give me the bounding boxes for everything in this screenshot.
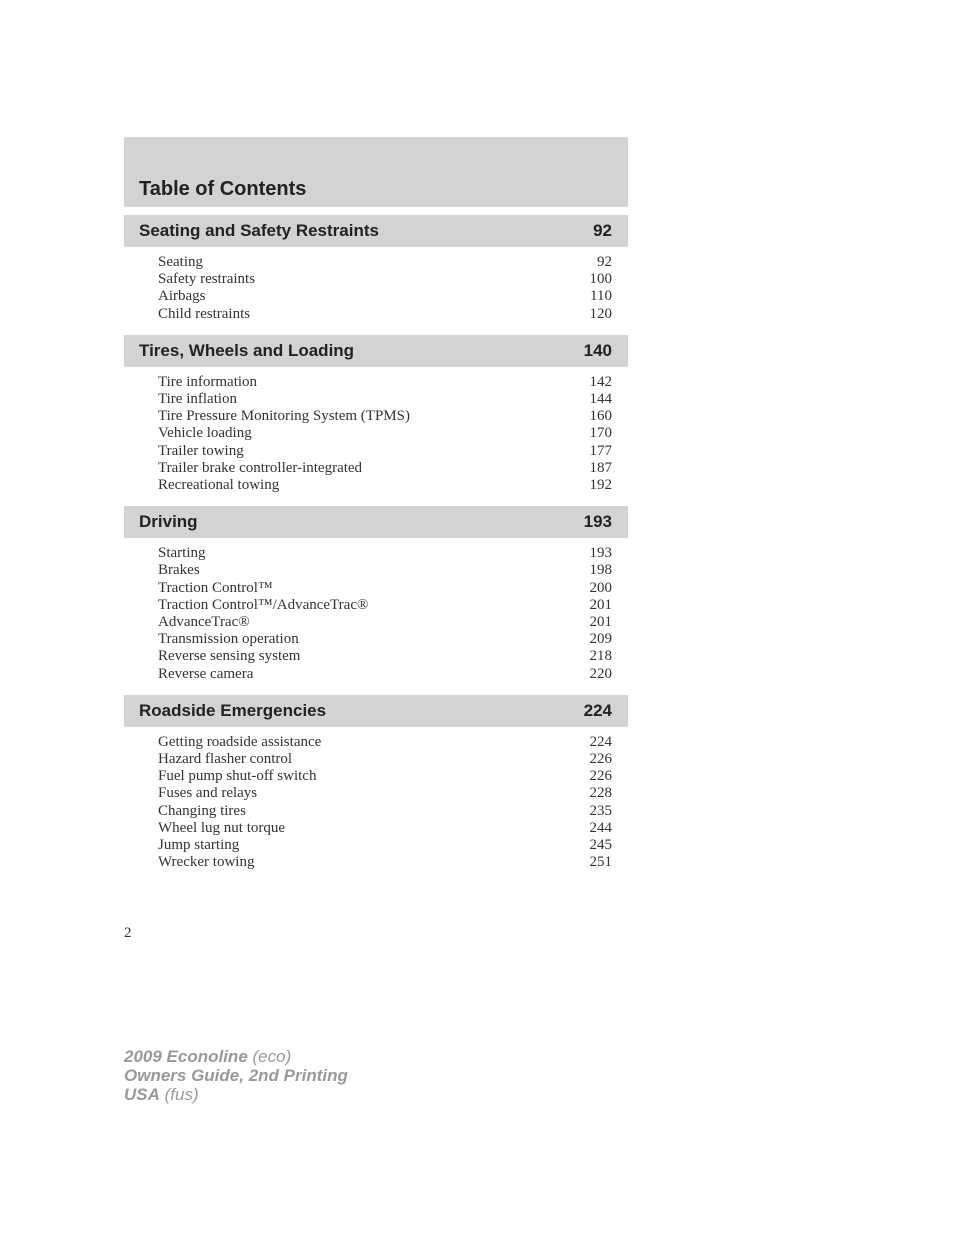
item-label: Jump starting bbox=[158, 837, 240, 854]
footer-model: 2009 Econoline bbox=[124, 1047, 248, 1066]
item-label: Fuses and relays bbox=[158, 785, 258, 802]
item-page: 226 bbox=[589, 768, 612, 785]
section-item-list bbox=[124, 538, 628, 687]
item-label: Traction Control™ bbox=[158, 579, 273, 596]
item-label: Recreational towing bbox=[158, 477, 280, 494]
item-page: 187 bbox=[589, 459, 612, 476]
item-page: 198 bbox=[589, 562, 612, 579]
footer-market-code: (fus) bbox=[164, 1085, 199, 1104]
toc-header bbox=[124, 137, 628, 207]
section-header[interactable] bbox=[124, 695, 628, 727]
item-page: 235 bbox=[589, 802, 612, 819]
item-page: 224 bbox=[589, 733, 612, 750]
section-page: 92 bbox=[593, 221, 612, 240]
list-item[interactable] bbox=[158, 254, 612, 271]
footer-guide: Owners Guide, 2nd Printing bbox=[124, 1066, 348, 1085]
list-item[interactable] bbox=[158, 734, 612, 751]
item-page: 209 bbox=[589, 631, 612, 648]
item-label: AdvanceTrac® bbox=[158, 614, 250, 631]
item-page: 245 bbox=[589, 837, 612, 854]
section-title: Tires, Wheels and Loading bbox=[139, 340, 355, 360]
item-label: Starting bbox=[158, 545, 206, 562]
list-item[interactable] bbox=[158, 460, 612, 477]
toc-title: Table of Contents bbox=[139, 178, 307, 200]
list-item[interactable] bbox=[158, 803, 612, 820]
section-title: Seating and Safety Restraints bbox=[139, 221, 379, 240]
section-item-list bbox=[124, 727, 628, 876]
item-label: Brakes bbox=[158, 562, 200, 579]
section-page: 140 bbox=[583, 340, 612, 360]
list-item[interactable] bbox=[158, 374, 612, 391]
section-page: 193 bbox=[583, 512, 612, 532]
item-label: Reverse sensing system bbox=[158, 648, 301, 665]
item-label: Reverse camera bbox=[158, 665, 254, 682]
section-header[interactable] bbox=[124, 215, 628, 247]
list-item[interactable] bbox=[158, 666, 612, 683]
section-title: Roadside Emergencies bbox=[139, 700, 327, 720]
section-header[interactable] bbox=[124, 335, 628, 367]
list-item[interactable] bbox=[158, 597, 612, 614]
list-item[interactable] bbox=[158, 785, 612, 802]
item-page: 226 bbox=[589, 751, 612, 768]
list-item[interactable] bbox=[158, 408, 612, 425]
list-item[interactable] bbox=[158, 477, 612, 494]
item-label: Fuel pump shut-off switch bbox=[158, 768, 317, 785]
list-item[interactable] bbox=[158, 648, 612, 665]
footer-line-3 bbox=[124, 1085, 348, 1104]
page-number: 2 bbox=[124, 925, 132, 941]
list-item[interactable] bbox=[158, 391, 612, 408]
item-label: Airbags bbox=[158, 288, 206, 305]
item-label: Child restraints bbox=[158, 305, 251, 322]
item-page: 192 bbox=[589, 477, 612, 494]
section-title: Driving bbox=[139, 512, 198, 532]
item-label: Trailer brake controller-integrated bbox=[158, 459, 363, 476]
item-label: Safety restraints bbox=[158, 271, 256, 288]
item-page: 201 bbox=[589, 614, 612, 631]
item-page: 120 bbox=[589, 305, 612, 322]
item-label: Seating bbox=[158, 254, 203, 270]
list-item[interactable] bbox=[158, 854, 612, 871]
section-item-list bbox=[124, 367, 628, 498]
item-page: 100 bbox=[589, 271, 612, 288]
item-label: Getting roadside assistance bbox=[158, 733, 322, 750]
footer-line-1 bbox=[124, 1047, 348, 1066]
list-item[interactable] bbox=[158, 288, 612, 305]
footer-line-2 bbox=[124, 1066, 348, 1085]
item-page: 193 bbox=[589, 545, 612, 562]
item-page: 244 bbox=[589, 819, 612, 836]
toc-sections bbox=[124, 215, 628, 875]
list-item[interactable] bbox=[158, 425, 612, 442]
list-item[interactable] bbox=[158, 562, 612, 579]
list-item[interactable] bbox=[158, 751, 612, 768]
item-page: 228 bbox=[589, 785, 612, 802]
list-item[interactable] bbox=[158, 837, 612, 854]
item-label: Vehicle loading bbox=[158, 425, 252, 442]
list-item[interactable] bbox=[158, 631, 612, 648]
list-item[interactable] bbox=[158, 614, 612, 631]
list-item[interactable] bbox=[158, 580, 612, 597]
item-page: 144 bbox=[589, 391, 612, 408]
item-label: Hazard flasher control bbox=[158, 751, 293, 768]
footer bbox=[124, 1047, 348, 1104]
footer-market: USA bbox=[124, 1085, 160, 1104]
section-header[interactable] bbox=[124, 506, 628, 538]
item-page: 218 bbox=[589, 648, 612, 665]
list-item[interactable] bbox=[158, 545, 612, 562]
item-page: 142 bbox=[589, 373, 612, 390]
item-label: Tire information bbox=[158, 373, 258, 390]
item-page: 251 bbox=[589, 854, 612, 871]
item-page: 110 bbox=[590, 288, 612, 305]
section-item-list bbox=[124, 247, 628, 327]
item-page: 92 bbox=[597, 254, 612, 270]
footer-model-code: (eco) bbox=[252, 1047, 292, 1066]
item-label: Transmission operation bbox=[158, 631, 299, 648]
item-label: Wheel lug nut torque bbox=[158, 819, 286, 836]
list-item[interactable] bbox=[158, 271, 612, 288]
item-page: 200 bbox=[589, 579, 612, 596]
item-label: Changing tires bbox=[158, 802, 246, 819]
item-label: Tire inflation bbox=[158, 391, 238, 408]
item-page: 201 bbox=[589, 596, 612, 613]
table-of-contents bbox=[124, 137, 628, 875]
list-item[interactable] bbox=[158, 443, 612, 460]
item-page: 170 bbox=[589, 425, 612, 442]
section-page: 224 bbox=[583, 700, 612, 720]
item-label: Trailer towing bbox=[158, 442, 244, 459]
list-item[interactable] bbox=[158, 306, 612, 323]
item-label: Wrecker towing bbox=[158, 854, 255, 871]
list-item[interactable] bbox=[158, 768, 612, 785]
list-item[interactable] bbox=[158, 820, 612, 837]
item-label: Tire Pressure Monitoring System (TPMS) bbox=[158, 408, 410, 425]
item-page: 177 bbox=[589, 442, 612, 459]
item-label: Traction Control™/AdvanceTrac® bbox=[158, 596, 369, 613]
item-page: 160 bbox=[589, 408, 612, 425]
item-page: 220 bbox=[589, 665, 612, 682]
